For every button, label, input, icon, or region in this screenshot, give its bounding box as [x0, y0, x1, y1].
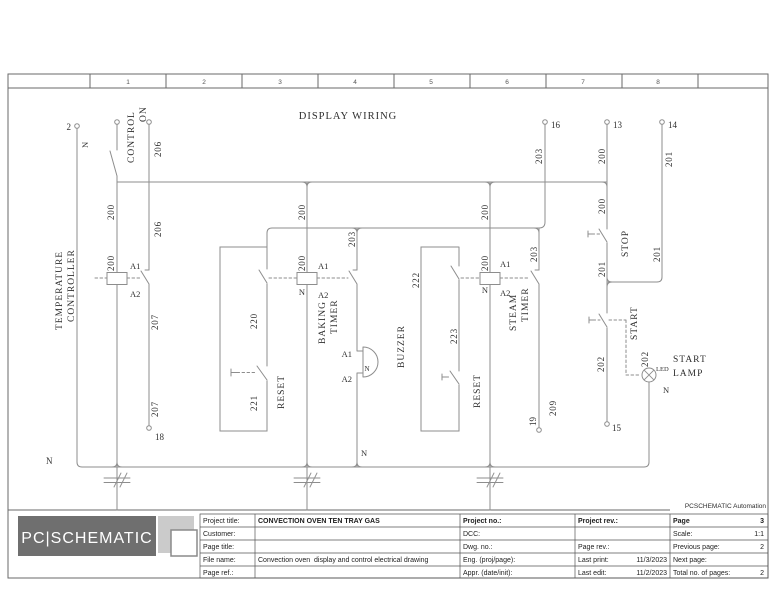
wire-207-label: 207	[150, 401, 160, 417]
wire-209-label: 209	[548, 400, 558, 416]
neutral-label: N	[46, 456, 53, 466]
wire-201-label: 201	[664, 151, 674, 167]
wire-lines	[77, 124, 662, 510]
temperature-controller-label-2: CONTROLLER	[67, 249, 77, 322]
frame-border	[8, 74, 768, 578]
terminal-2	[75, 124, 80, 129]
pin-a1: A1	[500, 259, 511, 269]
total-pages-value: 2	[760, 570, 764, 577]
pin-net-labels	[46, 142, 669, 466]
neutral-label: N	[481, 285, 488, 295]
reset-box-baking	[220, 247, 267, 431]
last-print-label: Last print:	[578, 557, 609, 564]
wire-201-label: 201	[597, 261, 607, 277]
start-lamp-symbol	[642, 368, 656, 382]
wire-207-label: 207	[150, 314, 160, 330]
control-on-label-1: CONTROL	[127, 111, 137, 163]
cable-symbols	[104, 473, 503, 487]
wire-223-label: 223	[449, 328, 459, 344]
eng-label: Eng. (proj/page):	[463, 557, 516, 564]
pin-a1: A1	[130, 261, 141, 271]
file-name-label: File name:	[203, 557, 236, 564]
pin-a2: A2	[341, 374, 352, 384]
wire-200-label: 200	[106, 204, 116, 220]
reset-baking-label: RESET	[277, 374, 287, 409]
terminal-switch-pole1	[115, 120, 120, 125]
ruler-col-7: 7	[581, 79, 585, 86]
page-label: Page	[673, 518, 690, 525]
page-title: DISPLAY WIRING	[298, 111, 398, 122]
terminal-16-label: 16	[551, 120, 560, 130]
steam-timer-label-1: STEAM	[509, 293, 519, 331]
wire-200-label: 200	[480, 255, 490, 271]
terminals	[67, 120, 678, 442]
logo-square-outline	[171, 530, 197, 556]
ruler-ticks	[90, 74, 698, 88]
terminal-18-label: 18	[155, 432, 164, 442]
project-title-label: Project title:	[203, 518, 240, 525]
neutral-label: N	[361, 448, 368, 458]
dcc-label: DCC:	[463, 531, 481, 538]
start-lamp-label-2: LAMP	[673, 369, 704, 379]
neutral-label: N	[80, 141, 90, 148]
reset-steam-label: RESET	[473, 373, 483, 408]
control-on-label-2: ON	[139, 106, 149, 122]
pin-a2: A2	[500, 288, 511, 298]
ruler-col-6: 6	[505, 79, 509, 86]
logo-text: PC|SCHEMATIC	[21, 530, 153, 547]
wire-200-label: 200	[480, 204, 490, 220]
terminal-19-label: 19	[528, 417, 538, 426]
wire-200-label: 200	[297, 204, 307, 220]
terminal-14	[660, 120, 665, 125]
wire-206-label: 206	[153, 221, 163, 237]
mechanical-links	[95, 278, 641, 375]
appr-label: Appr. (date/init):	[463, 570, 513, 577]
terminal-14-label: 14	[668, 120, 677, 130]
relay-coils	[107, 273, 500, 285]
total-pages-label: Total no. of pages:	[673, 570, 731, 577]
steam-timer-label-2: TIMER	[521, 287, 531, 322]
customer-label: Customer:	[203, 531, 236, 538]
buzzer-label: BUZZER	[397, 325, 407, 368]
wire-201-label: 201	[652, 246, 662, 262]
wire-221-label: 221	[249, 395, 259, 411]
last-print-value: 11/3/2023	[636, 557, 667, 564]
project-no-label: Project no.:	[463, 518, 502, 525]
scale-value: 1:1	[754, 531, 764, 538]
wire-200-label: 200	[597, 148, 607, 164]
temperature-controller-coil	[107, 273, 127, 285]
terminal-18	[147, 426, 152, 431]
pcschematic-logo	[18, 516, 197, 556]
vendor-note: PCSCHEMATIC Automation	[684, 503, 766, 510]
pin-a2: A2	[130, 289, 141, 299]
start-label: START	[630, 306, 640, 340]
baking-timer-label-2: TIMER	[330, 299, 340, 334]
ruler-col-2: 2	[202, 79, 206, 86]
actuator-bars	[588, 231, 593, 323]
baking-timer-label-1: BAKING	[318, 301, 328, 344]
baking-timer-coil	[297, 273, 317, 285]
terminal-19	[537, 428, 542, 433]
terminal-2-label: 2	[66, 122, 71, 132]
pin-a1: A1	[341, 349, 352, 359]
terminal-15	[605, 422, 610, 427]
wire-220-label: 220	[249, 313, 259, 329]
scale-label: Scale:	[673, 531, 693, 538]
wire-202-label: 202	[640, 351, 650, 367]
last-edit-label: Last edit:	[578, 570, 607, 577]
ruler-col-3: 3	[278, 79, 282, 86]
page-title-label: Page title:	[203, 544, 235, 551]
file-name-value: Convection oven display and control electrical drawing	[258, 557, 429, 564]
ruler-col-4: 4	[353, 79, 357, 86]
project-title-value: CONVECTION OVEN TEN TRAY GAS	[258, 518, 380, 525]
steam-timer-coil	[480, 273, 500, 285]
title-block	[200, 503, 768, 578]
terminal-13-label: 13	[613, 120, 622, 130]
wiring	[77, 124, 662, 510]
temperature-controller-label-1: TEMPERATURE	[55, 250, 65, 330]
neutral-label: N	[298, 287, 305, 297]
project-rev-label: Project rev.:	[578, 518, 618, 525]
last-edit-value: 11/2/2023	[636, 570, 667, 577]
wire-202-label: 202	[596, 356, 606, 372]
wire-200-label: 200	[106, 255, 116, 271]
pin-a2: A2	[318, 290, 329, 300]
terminal-16	[543, 120, 548, 125]
pin-a1: A1	[318, 261, 329, 271]
frame-lines	[8, 88, 768, 510]
next-page-label: Next page:	[673, 557, 707, 564]
stop-label: STOP	[621, 229, 631, 257]
wire-203-label: 203	[347, 231, 357, 247]
page-ref-label: Page ref.:	[203, 570, 234, 577]
page-number: 3	[760, 518, 764, 525]
terminal-15-label: 15	[612, 423, 621, 433]
wire-200-label: 200	[297, 255, 307, 271]
ruler-col-5: 5	[429, 79, 433, 86]
wire-222-label: 222	[411, 272, 421, 288]
terminal-13	[605, 120, 610, 125]
drawing-frame	[8, 74, 768, 578]
ruler-col-8: 8	[656, 79, 660, 86]
page-rev-label: Page rev.:	[578, 544, 610, 551]
wire-200-label: 200	[597, 198, 607, 214]
dwg-no-label: Dwg. no.:	[463, 544, 493, 551]
previous-page-value: 2	[760, 544, 764, 551]
neutral-label: N	[364, 365, 370, 373]
wire-203-label: 203	[529, 246, 539, 262]
wire-203-label: 203	[534, 148, 544, 164]
led-label: LED	[656, 366, 669, 373]
ruler-numbers	[126, 79, 660, 86]
previous-page-label: Previous page:	[673, 544, 720, 551]
wire-206-label: 206	[153, 141, 163, 157]
ruler-col-1: 1	[126, 79, 130, 86]
start-lamp-label-1: START	[673, 355, 707, 365]
neutral-label: N	[663, 385, 670, 395]
